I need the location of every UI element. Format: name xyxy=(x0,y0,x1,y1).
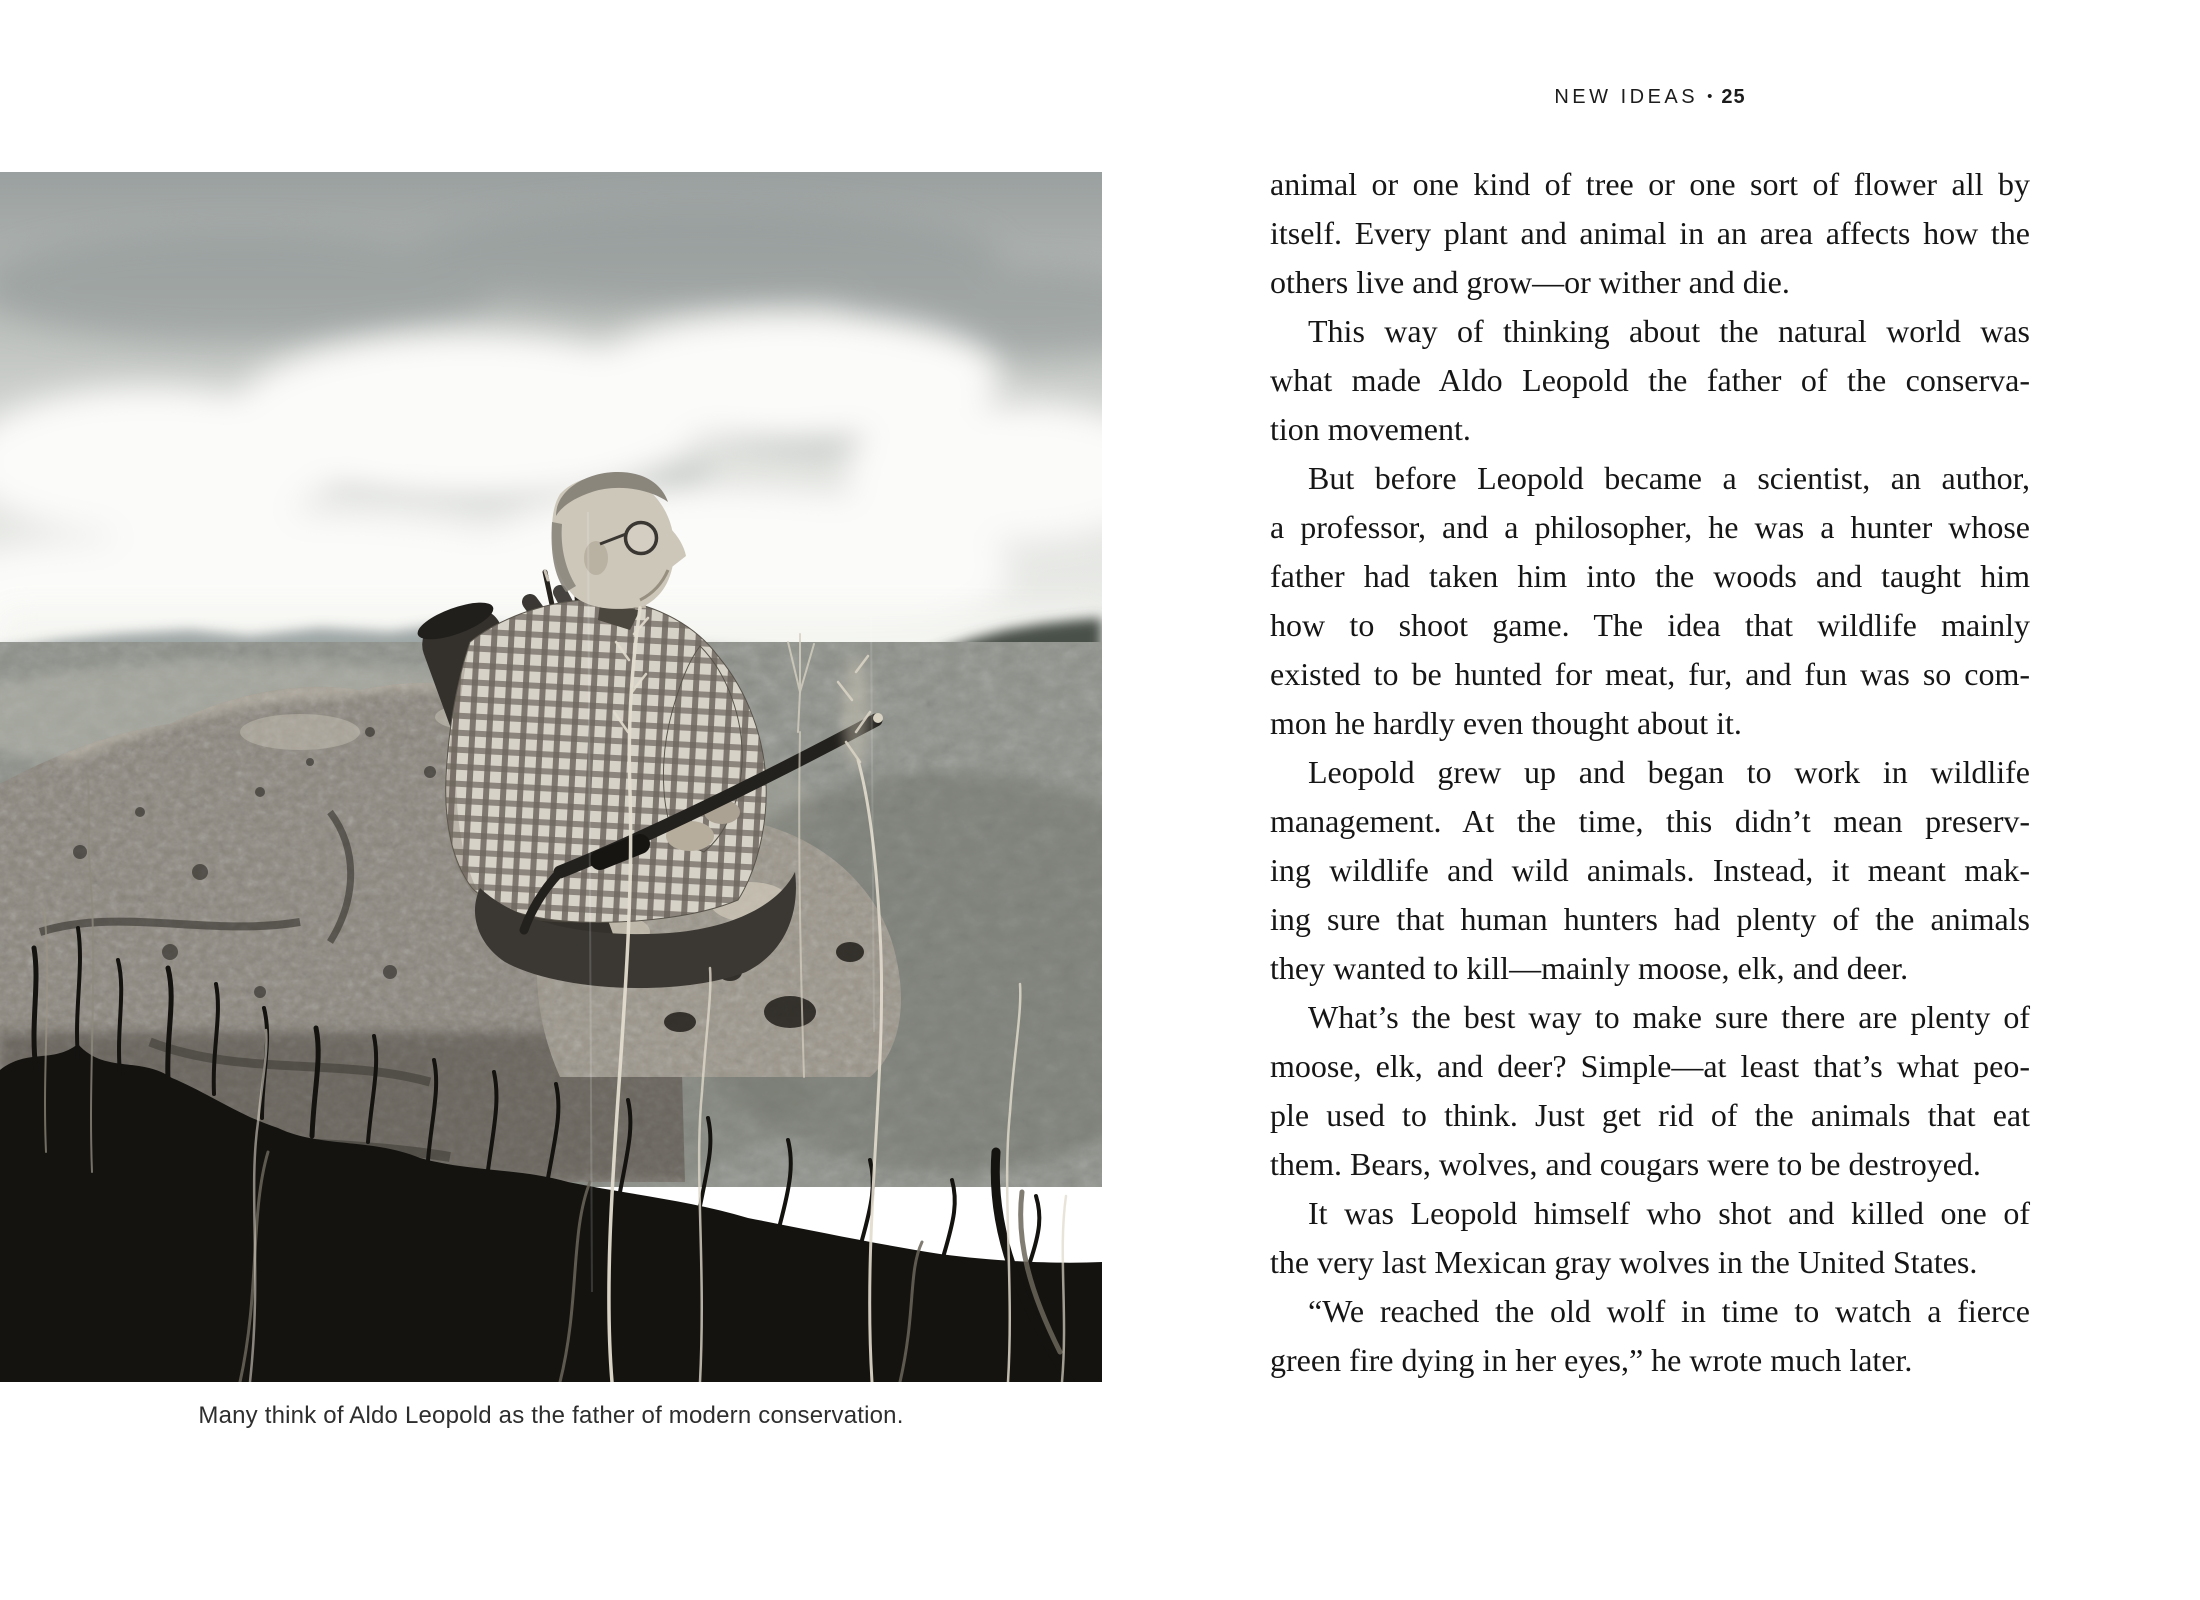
body-text-line: What’s the best way to make sure there are plenty of xyxy=(1308,999,2030,1035)
photo-caption: Many think of Aldo Leopold as the father of modern conservation. xyxy=(198,1402,904,1429)
body-text-line: mon he hardly even thought about it. xyxy=(1270,705,1742,741)
paragraph xyxy=(1270,1189,2030,1287)
body-text-line: existed to be hunted for meat, fur, and fun was so com- xyxy=(1270,656,2030,692)
paragraph xyxy=(1270,748,2030,993)
page-number: 25 xyxy=(1721,86,1746,108)
paragraph xyxy=(1270,160,2030,307)
running-header xyxy=(1270,86,2030,109)
body-text-line: them. Bears, wolves, and cougars were to be destroyed. xyxy=(1270,1146,1981,1182)
body-text-line: a professor, and a philosopher, he was a hunter whose xyxy=(1270,509,2030,545)
body-text-line: ing wildlife and wild animals. Instead, it meant mak- xyxy=(1270,852,2030,888)
body-text-line: Leopold grew up and began to work in wildlife xyxy=(1308,754,2030,790)
body-text-line: “We reached the old wolf in time to watch a fierce xyxy=(1308,1293,2030,1329)
photo-aldo-leopold xyxy=(0,172,1102,1382)
body-text-line: ing sure that human hunters had plenty of the animals xyxy=(1270,901,2030,937)
body-text-line: father had taken him into the woods and taught him xyxy=(1270,558,2030,594)
body-text-line: moose, elk, and deer? Simple—at least that’s what peo- xyxy=(1270,1048,2030,1084)
body-text-line: animal or one kind of tree or one sort of flower all by xyxy=(1270,166,2030,202)
paragraph xyxy=(1270,307,2030,454)
article-text xyxy=(1270,160,2030,1385)
section-title: NEW IDEAS xyxy=(1554,86,1699,108)
body-text-line: they wanted to kill—mainly moose, elk, and deer. xyxy=(1270,950,1909,986)
body-text-line: the very last Mexican gray wolves in the United States. xyxy=(1270,1244,1978,1280)
body-text-line: green fire dying in her eyes,” he wrote much later. xyxy=(1270,1342,1913,1378)
body-text-line: itself. Every plant and animal in an area affects how the xyxy=(1270,215,2030,251)
body-text-line: tion movement. xyxy=(1270,411,1471,447)
body-text-line: This way of thinking about the natural world was xyxy=(1308,313,2030,349)
paragraph xyxy=(1270,1287,2030,1385)
paragraph xyxy=(1270,993,2030,1189)
body-text-line: But before Leopold became a scientist, an author, xyxy=(1308,460,2030,496)
body-text-line: ple used to think. Just get rid of the animals that eat xyxy=(1270,1097,2030,1133)
body-text-line: management. At the time, this didn’t mean preserv- xyxy=(1270,803,2030,839)
header-separator-dot: • xyxy=(1707,88,1713,105)
photo-glasses xyxy=(626,523,657,554)
body-text-line: how to shoot game. The idea that wildlife mainly xyxy=(1270,607,2030,643)
photo-illustration xyxy=(0,172,1102,1382)
body-text-line: It was Leopold himself who shot and killed one of xyxy=(1308,1195,2030,1231)
body-text-line: others live and grow—or wither and die. xyxy=(1270,264,1790,300)
body-text-line: what made Aldo Leopold the father of the conserva- xyxy=(1270,362,2030,398)
paragraph xyxy=(1270,454,2030,748)
